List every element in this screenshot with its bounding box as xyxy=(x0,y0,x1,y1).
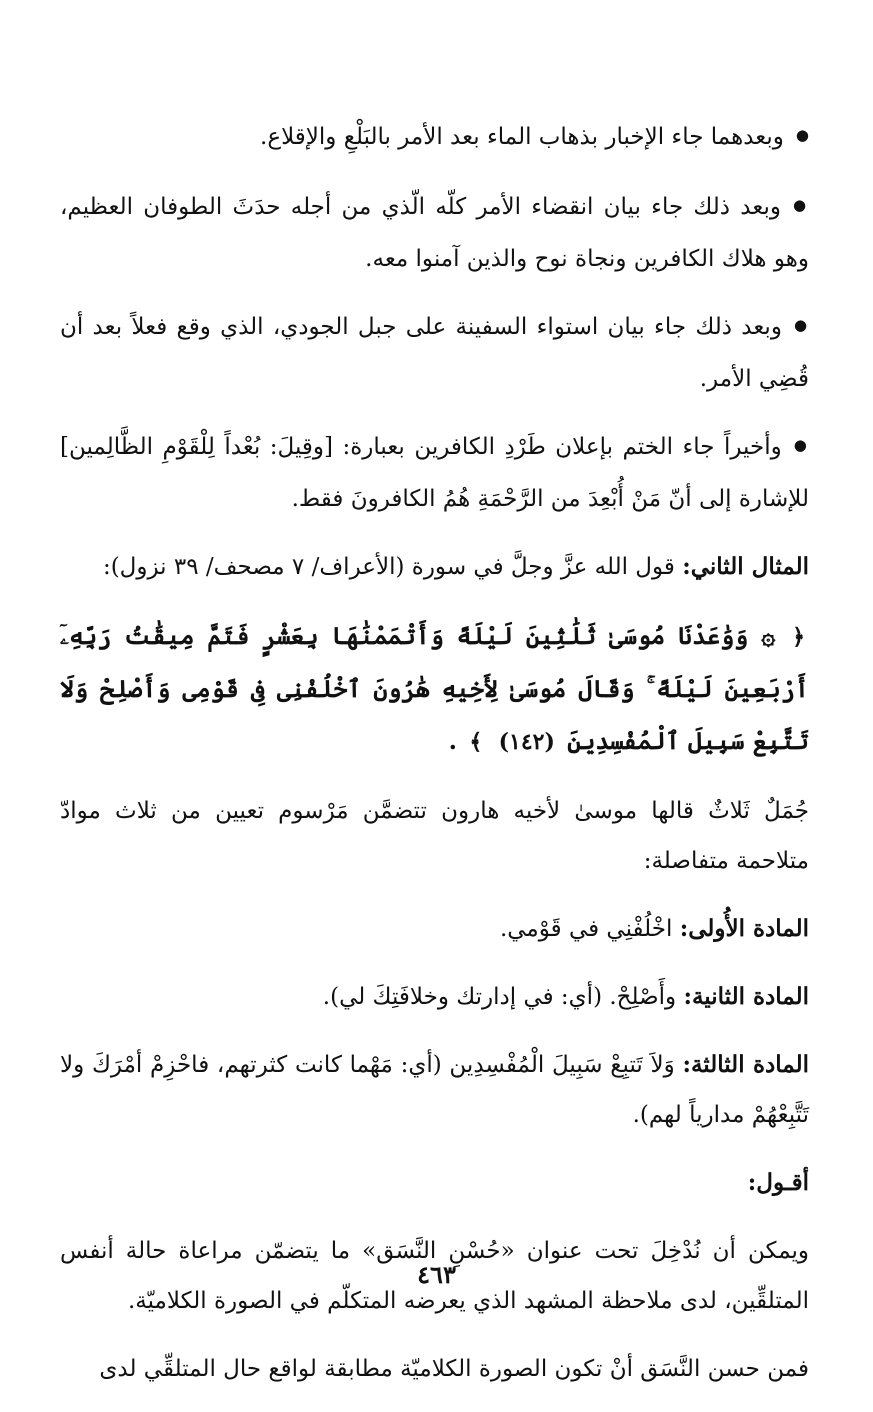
article-label: المادة الأُولى: xyxy=(679,915,809,942)
example-label: المثال الثاني: xyxy=(682,553,809,580)
article-label: المادة الثانية: xyxy=(683,983,809,1010)
article-item xyxy=(60,904,809,954)
bullet-paragraph: ● وأخيراً جاء الختم بإعلان طَرْدِ الكافرين بعبارة: [وقِيلَ: بُعْداً لِلْقَوْمِ الظَّالِمين] للإشارة إلى أنّ مَنْ أُبْعِدَ من الرَّحْمَةِ هُمُ الكافرونَ فقط. xyxy=(60,422,809,524)
article-item xyxy=(60,972,809,1022)
section-heading: أقـول: xyxy=(747,1169,809,1196)
page-number: ٤٦٣ xyxy=(417,1260,456,1289)
article-item xyxy=(60,1040,809,1140)
article-text: وأَصْلِحْ. (أي: في إدارتك وخلافَتِكَ لي). xyxy=(322,984,677,1010)
quran-verse xyxy=(60,610,809,768)
verse-text: ۞ وَوَٰعَدْنَا مُوسَىٰ ثَلَٰثِينَ لَيْلَةً وَأَتْمَمْنَٰهَا بِعَشْرٍ فَتَمَّ مِيقَٰتُ رَبِّهِۦٓ أَرْبَعِينَ لَيْلَةً ۚ وَقَالَ مُوسَىٰ لِأَخِيهِ هَٰرُونَ ٱخْلُفْنِى فِى قَوْمِى وَأَصْلِحْ وَلَا تَتَّبِعْ سَبِيلَ ٱلْمُفْسِدِينَ xyxy=(60,621,809,755)
ayah-number: (١٤٢) xyxy=(498,729,555,755)
body-paragraph: ويمكن أن نُدْخِلَ تحت عنوان «حُسْنِ النَّسَق» ما يتضمّن مراعاة حالة أنفس المتلقِّين، لدى ملاحظة المشهد الذي يعرضه المتكلّم في الصورة الكلاميّة. xyxy=(60,1238,810,1314)
intro-paragraph: جُمَلٌ ثَلاثٌ قالها موسىٰ لأخيه هارون تتضمَّن مَرْسوم تعيين من ثلاث موادّ متلاحمة متفاصلة: xyxy=(60,798,809,874)
bullet-paragraph: ● وبعد ذلك جاء بيان استواء السفينة على جبل الجودي، الذي وقع فعلاً بعد أن قُضِي الأمر. xyxy=(60,302,809,404)
bullet-paragraph: ● وبعد ذلك جاء بيان انقضاء الأمر كلّه الّذي من أجله حدَثَ الطوفان العظيم، وهو هلاك الكافرين ونجاة نوح والذين آمنوا معه. xyxy=(60,182,809,284)
ornate-bracket-close: ﴾ xyxy=(469,729,483,755)
verse-tail: . xyxy=(448,726,458,755)
article-text: اخْلُفْنِي في قَوْمي. xyxy=(499,916,673,942)
bullet-paragraph: ● وبعدهما جاء الإخبار بذهاب الماء بعد الأمر بالبَلْعِ والإقلاع. xyxy=(60,112,809,164)
ornate-bracket-open: ﴿ xyxy=(792,624,805,650)
article-text: وَلاَ تَتبِعْ سَبِيلَ الْمُفْسِدِين (أي: مَهْما كانت كثرتهم، فاحْزِمْ أمْرَكَ ولا تَتَّبِعْهُمْ مدارياً لهم). xyxy=(60,1052,809,1128)
example-paragraph xyxy=(60,542,809,592)
page-body xyxy=(60,112,809,1412)
body-paragraph: فمن حسن النَّسَق أنْ تكون الصورة الكلاميّة مطابقة لواقع حال المتلقِّي لدى xyxy=(99,1356,809,1382)
example-text: قول الله عزَّ وجلَّ في سورة (الأعراف/ ٧ مصحف/ ٣٩ نزول): xyxy=(102,554,675,580)
article-label: المادة الثالثة: xyxy=(682,1051,810,1078)
